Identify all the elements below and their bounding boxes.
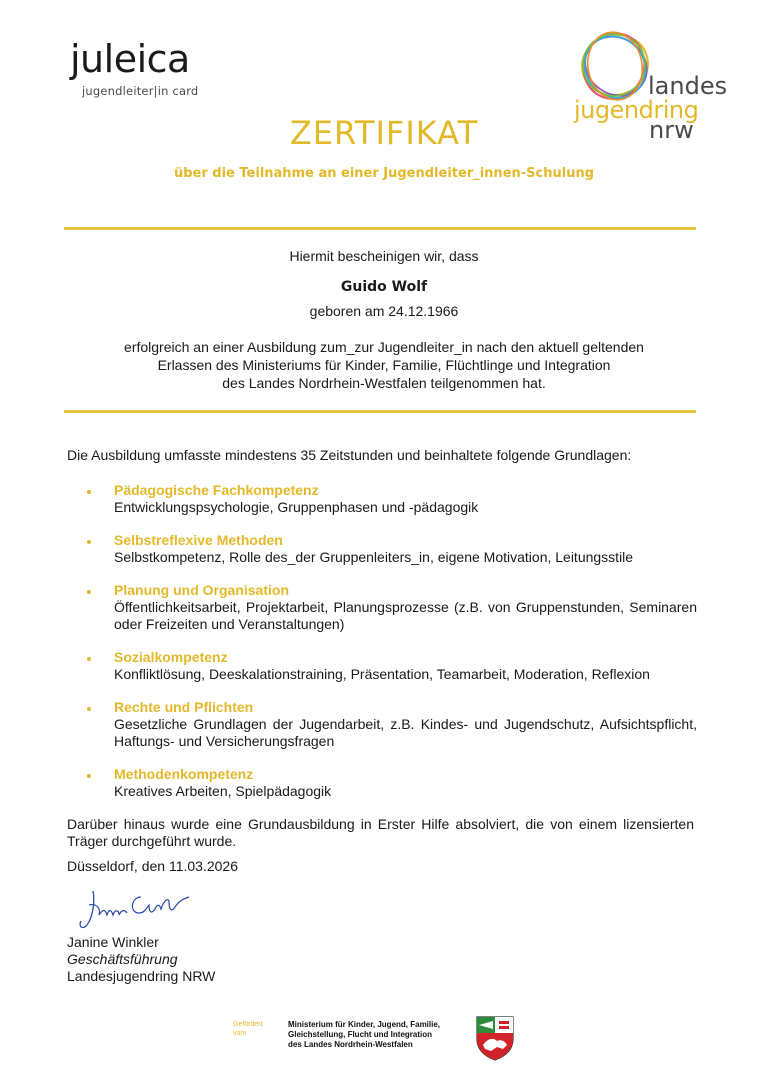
topic-title: Sozialkompetenz — [114, 649, 228, 665]
completion-text — [84, 338, 684, 392]
ministry-line-3: des Landes Nordrhein-Westfalen — [288, 1040, 413, 1049]
place-date: Düsseldorf, den 11.03.2026 — [67, 858, 238, 874]
divider-bottom — [64, 410, 696, 413]
bullet-icon — [87, 590, 91, 594]
funding-label-line-1: Gefördert — [233, 1021, 263, 1028]
ministry-name — [288, 1020, 440, 1050]
divider-top — [64, 227, 696, 230]
certify-intro: Hiermit bescheinigen wir, dass — [289, 248, 479, 264]
completion-line-1: erfolgreich an einer Ausbildung zum_zur Jugendleiter_in nach den aktuell geltenden — [124, 339, 644, 355]
topic-desc: Konfliktlösung, Deeskalationstraining, Präsentation, Teamarbeit, Moderation, Reflexion — [114, 666, 650, 682]
list-item — [87, 649, 697, 683]
training-intro: Die Ausbildung umfasste mindestens 35 Zeitstunden und beinhaltete folgende Grundlagen: — [67, 447, 632, 463]
bullet-icon — [87, 657, 91, 661]
signature-icon — [75, 883, 200, 938]
person-birth: geboren am 24.12.1966 — [309, 303, 459, 319]
list-item — [87, 766, 697, 800]
list-item — [87, 482, 697, 516]
list-item — [87, 582, 697, 633]
funding-label-line-2: vom — [233, 1030, 247, 1037]
completion-line-2: Erlassen des Ministeriums für Kinder, Familie, Flüchtlinge und Integration — [157, 357, 611, 373]
topic-title: Pädagogische Fachkompetenz — [114, 482, 319, 498]
landesjugendring-rings-icon — [574, 25, 656, 107]
ljr-logo-nrw: nrw — [649, 116, 694, 144]
certificate-subtitle: über die Teilnahme an einer Jugendleiter_innen-Schulung — [173, 166, 595, 181]
topic-desc: Entwicklungspsychologie, Gruppenphasen und -pädagogik — [114, 499, 479, 515]
completion-line-3: des Landes Nordrhein-Westfalen teilgenommen hat. — [222, 375, 546, 391]
list-item — [87, 699, 697, 750]
person-name: Guido Wolf — [340, 279, 428, 295]
topic-list — [87, 482, 697, 816]
juleica-logo: juleica — [70, 37, 190, 81]
topic-desc: Gesetzliche Grundlagen der Jugendarbeit, z.B. Kindes- und Jugendschutz, Aufsichtspflicht, Haftungs- und Versicherungsfragen — [114, 716, 697, 749]
topic-desc: Kreatives Arbeiten, Spielpädagogik — [114, 783, 332, 799]
first-aid-note: Darüber hinaus wurde eine Grundausbildung in Erster Hilfe absolviert, die von einem lizensierten Träger durchgeführt wurde. — [67, 816, 694, 849]
ljr-logo-landes: landes — [648, 72, 728, 100]
topic-desc: Öffentlichkeitsarbeit, Projektarbeit, Planungsprozesse (z.B. von Gruppenstunden, Seminaren oder Freizeiten und Veranstaltungen) — [114, 599, 697, 632]
nrw-coat-of-arms-icon — [475, 1015, 515, 1061]
topic-title: Planung und Organisation — [114, 582, 289, 598]
list-item — [87, 532, 697, 566]
bullet-icon — [87, 774, 91, 778]
funding-label — [233, 1020, 263, 1038]
signer-block — [67, 934, 215, 985]
certificate-title: ZERTIFIKAT — [289, 114, 479, 152]
ministry-line-1: Ministerium für Kinder, Jugend, Familie, — [288, 1020, 441, 1029]
topic-title: Rechte und Pflichten — [114, 699, 254, 715]
signer-org: Landesjugendring NRW — [67, 968, 216, 984]
bullet-icon — [87, 490, 91, 494]
bullet-icon — [87, 540, 91, 544]
bullet-icon — [87, 707, 91, 711]
topic-title: Methodenkompetenz — [114, 766, 254, 782]
juleica-tagline: jugendleiter|in card — [82, 84, 199, 98]
signer-name: Janine Winkler — [67, 934, 159, 950]
topic-desc: Selbstkompetenz, Rolle des_der Gruppenleiters_in, eigene Motivation, Leitungsstile — [114, 549, 634, 565]
signer-role: Geschäftsführung — [67, 951, 178, 967]
topic-title: Selbstreflexive Methoden — [114, 532, 283, 548]
ministry-line-2: Gleichstellung, Flucht und Integration — [288, 1030, 432, 1039]
ljr-logo-jugendring: jugendring — [574, 96, 699, 124]
